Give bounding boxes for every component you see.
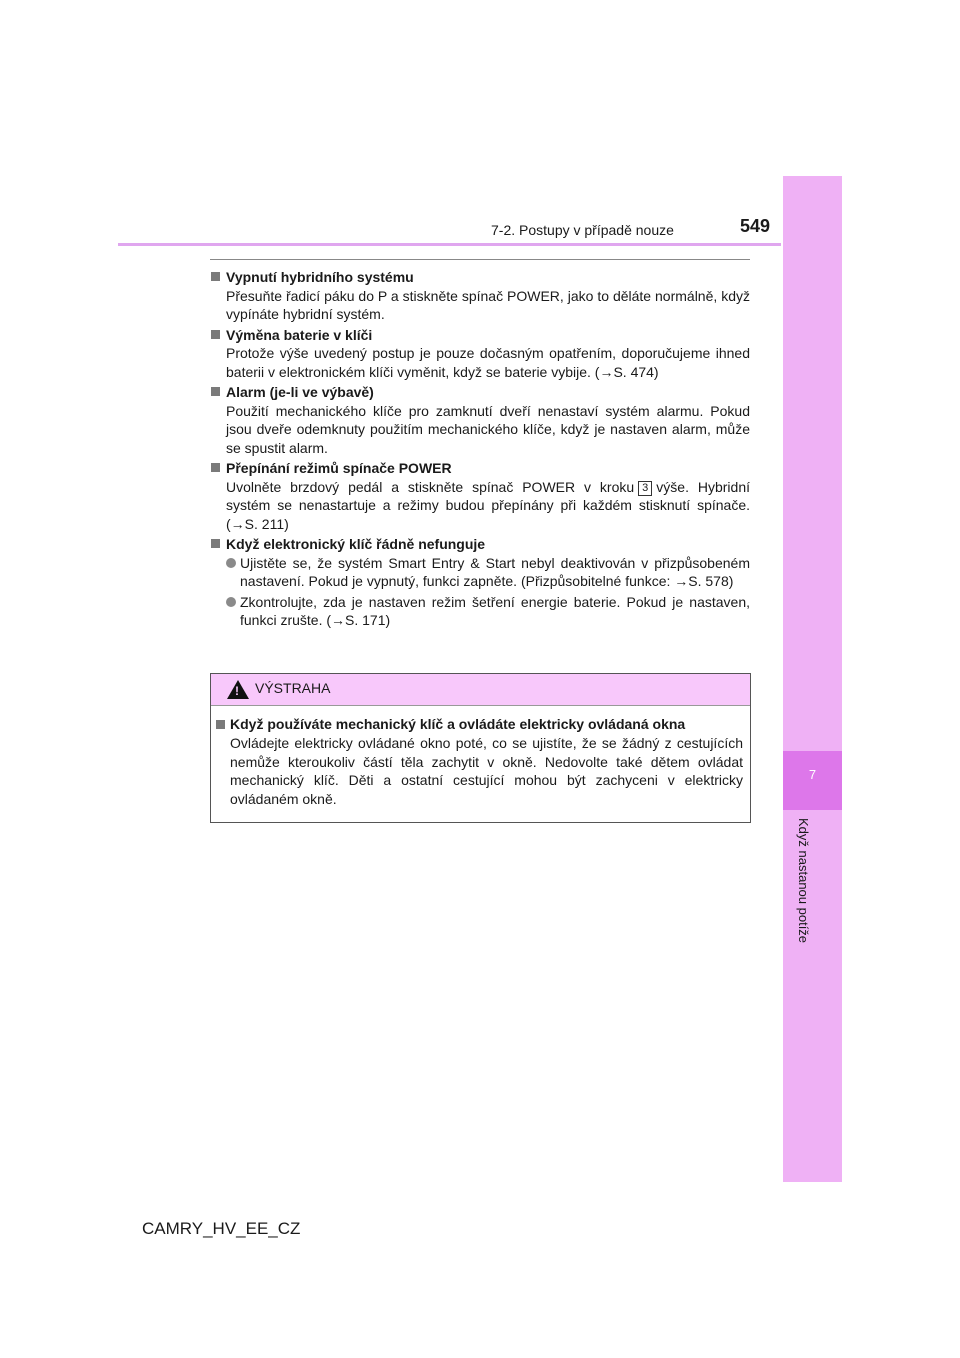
- warning-title: Když používáte mechanický klíč a ovládáte elektricky ovládaná okna: [216, 716, 750, 732]
- item-body: [210, 478, 750, 534]
- warning-triangle-icon: [227, 680, 249, 699]
- page-content: [210, 266, 750, 632]
- item-title: Výměna baterie v klíči: [210, 326, 750, 345]
- item-body-before: Uvolněte brzdový pedál a stiskněte spínač POWER v kroku: [226, 478, 635, 495]
- header-divider: [118, 243, 781, 246]
- item-title: Přepínání režimů spínače POWER: [210, 459, 750, 478]
- list-item: Zkontrolujte, zda je nastaven režim šetření energie baterie. Pokud je nastaven, funkci zrušte. (→S. 171): [210, 593, 750, 630]
- content-divider: [210, 259, 750, 260]
- chapter-number: 7: [783, 751, 842, 810]
- chapter-label: Když nastanou potíže: [796, 818, 811, 944]
- document-code: CAMRY_HV_EE_CZ: [142, 1219, 301, 1238]
- list-item: Ujistěte se, že systém Smart Entry & Start nebyl deaktivován v přizpůsobeném nastavení. Pokud je vypnutý, funkci zapněte. (Přizpůsobitelné funkce: →S. 578): [210, 554, 750, 591]
- warning-text: Ovládejte elektricky ovládané okno poté, co se ujistíte, že se žádný z cestujících nemůže kteroukoliv částí těla zachytit v okně. Nedovolte také dětem ovládat mechanický klíč. Děti a ostatní cestující mohou být zachyceni v elektricky ovládaném okně.: [230, 735, 743, 807]
- step-number-box: 3: [638, 481, 652, 496]
- item-body: Protože výše uvedený postup je pouze dočasným opatřením, doporučujeme ihned baterii v elektronickém klíči vyměnit, když se baterie vybije. (→S. 474): [226, 345, 750, 380]
- section-title: 7-2. Postupy v případě nouze: [491, 222, 674, 238]
- item-body: Použití mechanického klíče pro zamknutí dveří nenastaví systém alarmu. Pokud jsou dveře odemknuty použitím mechanického klíče, když je nastaven alarm, může se spustit alarm.: [226, 402, 750, 456]
- warning-header: [211, 674, 750, 706]
- warning-box: [210, 673, 751, 823]
- page-number: 549: [740, 216, 771, 236]
- item-title: Alarm (je-li ve výbavě): [210, 383, 750, 402]
- warning-label: VÝSTRAHA: [255, 680, 331, 696]
- item-body-after: výše. Hybridní systém se nenastartuje a režimy budou přepínány při každém stisknutí spínače. (→S. 211): [226, 478, 750, 532]
- chapter-side-tab: [783, 176, 842, 1182]
- item-title: Vypnutí hybridního systému: [210, 268, 750, 287]
- item-body: Přesuňte řadicí páku do P a stiskněte spínač POWER, jako to děláte normálně, když vypínáte hybridní systém.: [226, 287, 750, 322]
- item-title: Když elektronický klíč řádně nefunguje: [210, 535, 750, 554]
